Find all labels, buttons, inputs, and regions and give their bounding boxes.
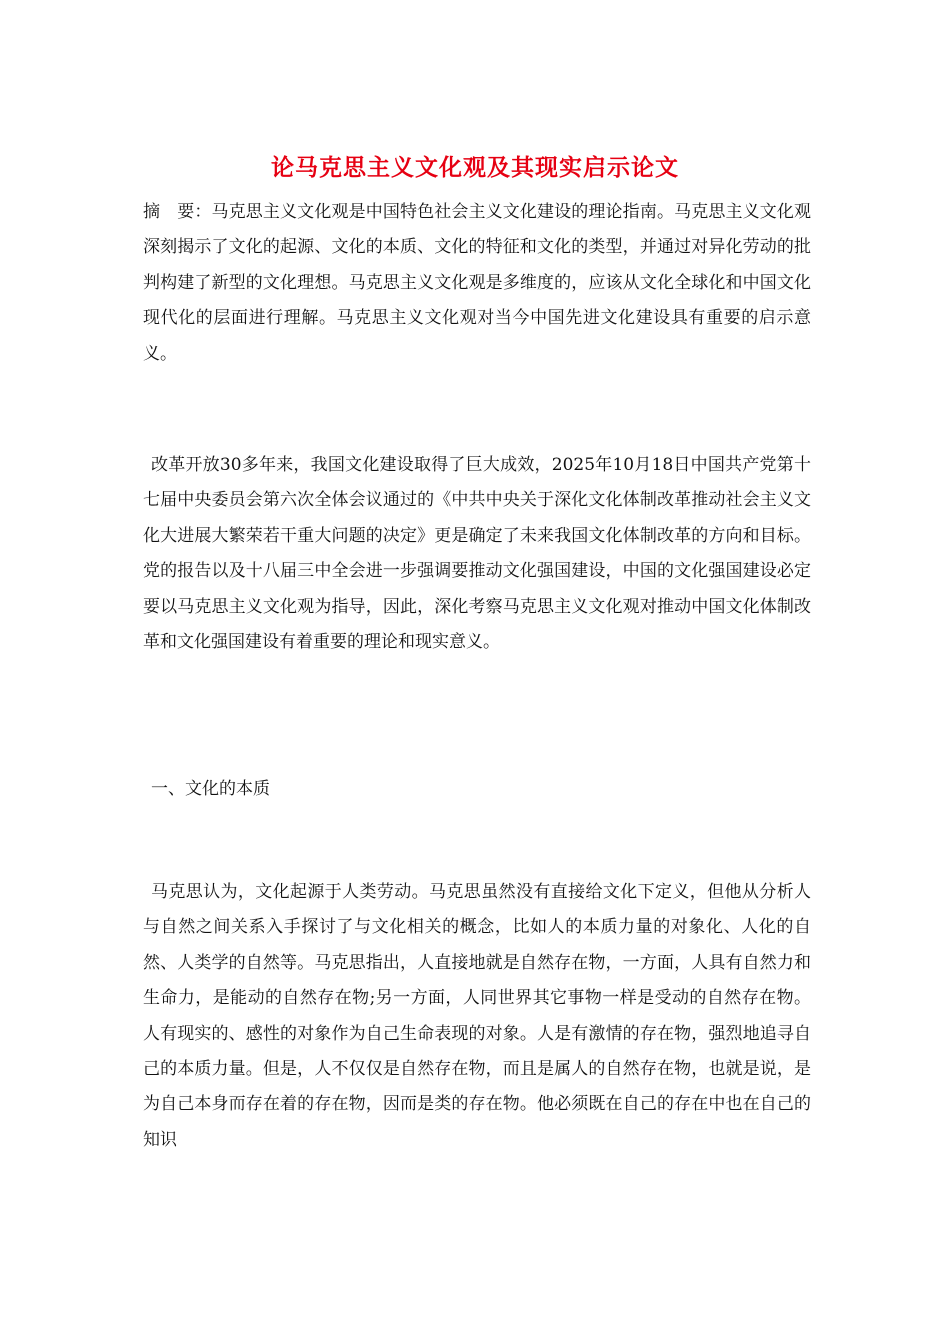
document-title: 论马克思主义文化观及其现实启示论文	[271, 154, 679, 181]
abstract-paragraph: 摘 要：马克思主义文化观是中国特色社会主义文化建设的理论指南。马克思主义文化观深刻揭示了文化的起源、文化的本质、文化的特征和文化的类型，并通过对异化劳动的批判构建了新型的文化理想。马克思主义文化观是多维度的，应该从文化全球化和中国文化现代化的层面进行理解。马克思主义文化观对当今中国先进文化建设具有重要的启示意义。	[143, 202, 811, 364]
intro-paragraph: 改革开放30多年来，我国文化建设取得了巨大成效，2025年10月18日中国共产党第十七届中央委员会第六次全体会议通过的《中共中央关于深化文化体制改革推动社会主义文化大进展大繁荣若干重大问题的决定》更是确定了未来我国文化体制改革的方向和目标。党的报告以及十八届三中全会进一步强调要推动文化强国建设，中国的文化强国建设必定要以马克思主义文化观为指导，因此，深化考察马克思主义文化观对推动中国文化体制改革和文化强国建设有着重要的理论和现实意义。	[143, 455, 811, 653]
body-paragraph: 马克思认为，文化起源于人类劳动。马克思虽然没有直接给文化下定义，但他从分析人与自然之间关系入手探讨了与文化相关的概念，比如人的本质力量的对象化、人化的自然、人类学的自然等。马克思指出，人直接地就是自然存在物，一方面，人具有自然力和生命力，是能动的自然存在物;另一方面，人同世界其它事物一样是受动的自然存在物。人有现实的、感性的对象作为自己生命表现的对象。人是有激情的存在物，强烈地追寻自己的本质力量。但是，人不仅仅是自然存在物，而且是属人的自然存在物，也就是说，是为自己本身而存在着的存在物，因而是类的存在物。他必须既在自己的存在中也在自己的知识	[143, 882, 811, 1150]
section-heading: 一、文化的本质	[151, 779, 270, 799]
